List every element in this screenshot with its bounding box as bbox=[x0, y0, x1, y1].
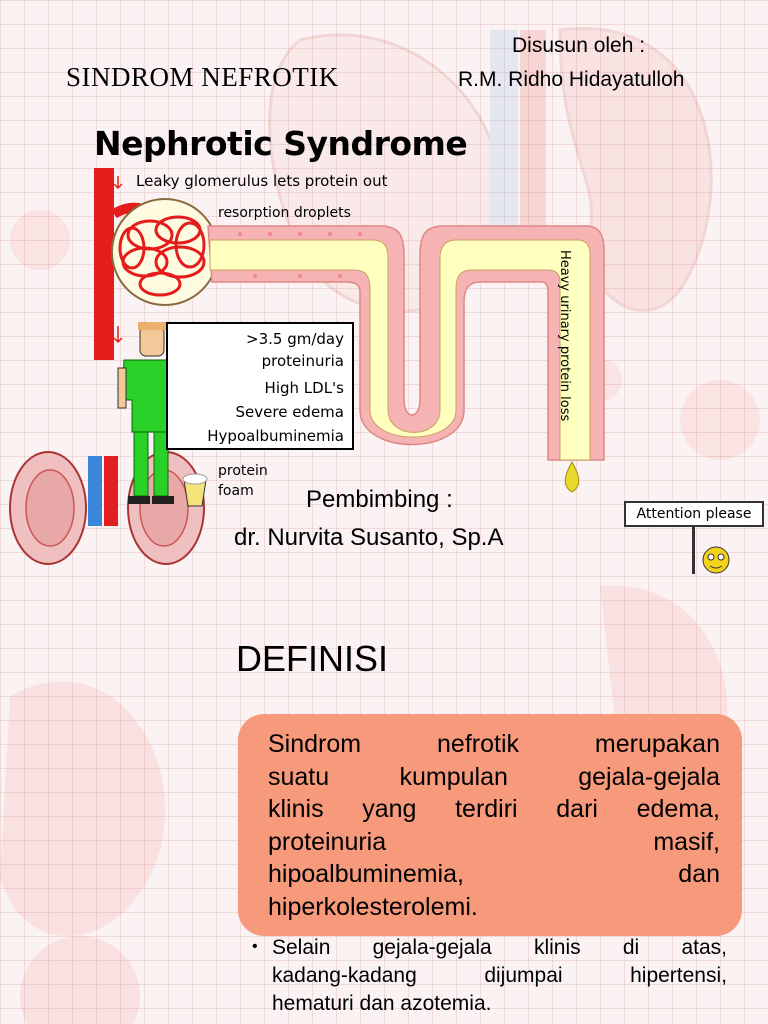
author-name: R.M. Ridho Hidayatulloh bbox=[458, 68, 685, 91]
definition-box bbox=[238, 714, 742, 936]
leaky-glomerulus-label: Leaky glomerulus lets protein out bbox=[136, 172, 388, 190]
symptom-item: >3.5 gm/day bbox=[246, 330, 344, 348]
protein-drop bbox=[565, 462, 579, 492]
supervisor-name: dr. Nurvita Susanto, Sp.A bbox=[234, 524, 504, 551]
resorption-droplets-label: resorption droplets bbox=[218, 205, 351, 221]
supervisor-label: Pembimbing : bbox=[306, 486, 453, 513]
section-heading: DEFINISI bbox=[236, 638, 389, 679]
kidney-cross-section-icon bbox=[10, 452, 204, 564]
definition-line: hipoalbuminemia, dan bbox=[268, 860, 720, 888]
bullet-icon: • bbox=[252, 938, 258, 955]
attention-sign: Attention please bbox=[624, 501, 764, 527]
symptom-item: High LDL's bbox=[264, 379, 344, 397]
smiley-holding-sign-icon bbox=[684, 526, 736, 576]
symptom-item: proteinuria bbox=[261, 352, 344, 370]
bullet-text-line: kadang-kadang dijumpai hipertensi, bbox=[272, 964, 727, 987]
protein-foam-label-line2: foam bbox=[218, 483, 254, 499]
definition-line: klinis yang terdiri dari edema, bbox=[268, 795, 720, 823]
definition-line: suatu kumpulan gejala-gejala bbox=[268, 762, 720, 791]
symptoms-box bbox=[166, 322, 354, 450]
diagram-title: Nephrotic Syndrome bbox=[94, 124, 468, 163]
symptom-item: Hypoalbuminemia bbox=[207, 427, 344, 445]
presentation-title: SINDROM NEFROTIK bbox=[66, 62, 339, 92]
definition-line: Sindrom nefrotik merupakan bbox=[268, 730, 720, 758]
blood-vessel bbox=[94, 168, 114, 360]
bullet-text-line: hematuri dan azotemia. bbox=[272, 992, 492, 1015]
bullet-text-line: Selain gejala-gejala klinis di atas, bbox=[272, 936, 727, 959]
definition-line: hiperkolesterolemi. bbox=[268, 892, 478, 921]
symptom-item: Severe edema bbox=[235, 403, 344, 421]
definition-slide bbox=[0, 576, 768, 1024]
author-label: Disusun oleh : bbox=[512, 34, 646, 57]
urinary-protein-loss-label: Heavy urinary protein loss bbox=[557, 250, 572, 422]
definition-line: proteinuria masif, bbox=[268, 827, 720, 856]
protein-foam-label-line1: protein bbox=[218, 463, 268, 479]
